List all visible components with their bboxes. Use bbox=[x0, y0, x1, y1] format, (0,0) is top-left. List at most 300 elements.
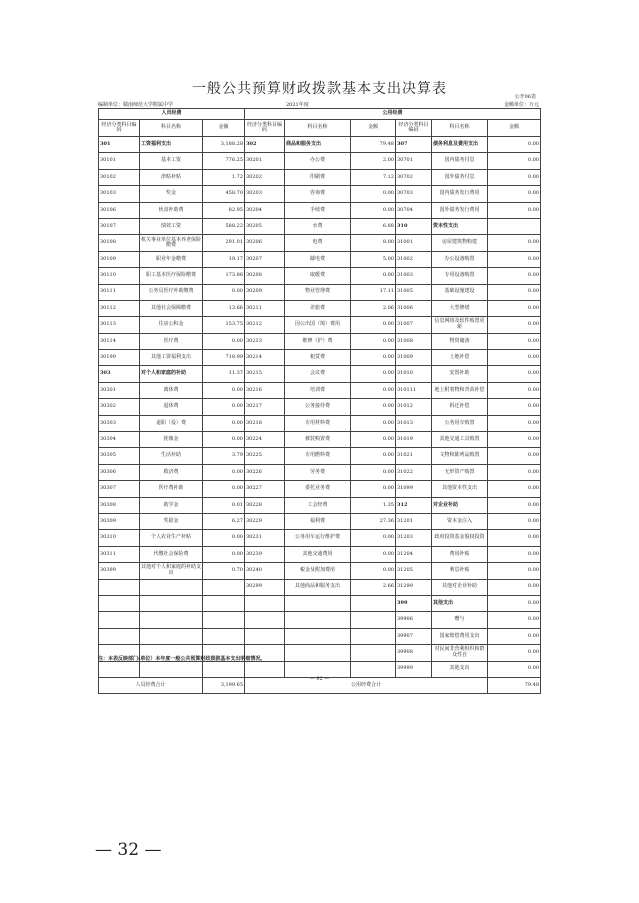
amount-unit: 金额单位：万元 bbox=[503, 102, 539, 108]
amount-cell: 0.00 bbox=[488, 661, 541, 677]
group-header-row bbox=[99, 109, 541, 120]
code-cell: 30240 bbox=[245, 563, 285, 579]
table-row bbox=[99, 202, 541, 218]
table-row bbox=[99, 235, 541, 251]
code-cell: 30227 bbox=[245, 481, 285, 497]
amount-cell: 17.11 bbox=[351, 284, 396, 300]
table-row bbox=[99, 169, 541, 185]
amount-cell bbox=[351, 628, 396, 644]
code-cell: 30217 bbox=[245, 399, 285, 415]
inner-page-number: — 92 — bbox=[309, 676, 330, 682]
amount-cell: 0.00 bbox=[488, 464, 541, 480]
code-cell bbox=[99, 579, 140, 595]
code-cell: 30108 bbox=[99, 235, 140, 251]
code-cell: 31001 bbox=[396, 235, 432, 251]
code-cell bbox=[99, 628, 140, 644]
amount-cell: 8.00 bbox=[351, 235, 396, 251]
name-cell: 拆迁补偿 bbox=[432, 399, 488, 415]
table-row bbox=[99, 595, 541, 611]
name-cell: 办公设备购置 bbox=[432, 251, 488, 267]
amount-cell: 0.00 bbox=[488, 497, 541, 513]
amount-cell: 0.00 bbox=[488, 284, 541, 300]
amount-cell: 0.00 bbox=[203, 382, 245, 398]
name-cell: 专用材料费 bbox=[285, 415, 351, 431]
table-row bbox=[99, 628, 541, 644]
code-header: 经济分类科目编码 bbox=[99, 120, 140, 137]
code-cell: 30229 bbox=[245, 513, 285, 529]
table-row bbox=[99, 432, 541, 448]
amount-cell: 0.00 bbox=[488, 415, 541, 431]
amount-cell: 0.00 bbox=[488, 366, 541, 382]
code-cell: 30101 bbox=[99, 153, 140, 169]
name-cell: 政府投资基金股权投资 bbox=[432, 530, 488, 546]
name-cell: 工资福利支出 bbox=[140, 137, 203, 153]
name-cell bbox=[285, 645, 351, 661]
name-cell bbox=[140, 661, 203, 677]
expenditure-table bbox=[98, 108, 541, 694]
name-cell: 奖励金 bbox=[140, 513, 203, 529]
amount-cell: 0.00 bbox=[488, 399, 541, 415]
amount-cell: 2.00 bbox=[351, 153, 396, 169]
code-cell: 39999 bbox=[396, 661, 432, 677]
amount-cell bbox=[488, 218, 541, 234]
amount-cell: 588.22 bbox=[203, 218, 245, 234]
name-cell: 咨询费 bbox=[285, 186, 351, 202]
code-cell: 30216 bbox=[245, 382, 285, 398]
name-cell: 因公出国（境）费用 bbox=[285, 317, 351, 333]
code-cell: 31006 bbox=[396, 300, 432, 316]
personnel-header: 人员经费 bbox=[99, 109, 245, 120]
amount-cell: 0.00 bbox=[488, 169, 541, 185]
amount-cell: 0.00 bbox=[351, 317, 396, 333]
amount-cell: 0.00 bbox=[203, 481, 245, 497]
amount-cell: 1.72 bbox=[203, 169, 245, 185]
code-cell: 30703 bbox=[396, 186, 432, 202]
code-cell: 30211 bbox=[245, 300, 285, 316]
name-cell: 其他支出 bbox=[432, 661, 488, 677]
code-cell: 30113 bbox=[99, 317, 140, 333]
amount-cell bbox=[351, 612, 396, 628]
name-cell bbox=[285, 661, 351, 677]
code-cell: 30112 bbox=[99, 300, 140, 316]
name-cell: 劳务费 bbox=[285, 464, 351, 480]
code-cell: 31021 bbox=[396, 448, 432, 464]
name-cell: 专用燃料费 bbox=[285, 448, 351, 464]
name-header: 科目名称 bbox=[432, 120, 488, 137]
name-cell bbox=[140, 595, 203, 611]
code-cell: 307 bbox=[396, 137, 432, 153]
amount-header: 金额 bbox=[351, 120, 396, 137]
amount-cell: 0.01 bbox=[203, 497, 245, 513]
amount-cell: 0.00 bbox=[488, 645, 541, 661]
table-row bbox=[99, 513, 541, 529]
name-cell: 对个人和家庭的补助 bbox=[140, 366, 203, 382]
amount-cell: 0.00 bbox=[488, 382, 541, 398]
code-cell bbox=[99, 661, 140, 677]
code-cell: 31003 bbox=[396, 268, 432, 284]
amount-cell: 0.00 bbox=[488, 317, 541, 333]
name-cell: 资本金注入 bbox=[432, 513, 488, 529]
code-cell: 310111 bbox=[396, 382, 432, 398]
table-row bbox=[99, 251, 541, 267]
amount-cell: 0.00 bbox=[488, 235, 541, 251]
code-cell: 30203 bbox=[245, 186, 285, 202]
name-cell: 信息网络及软件购置更新 bbox=[432, 317, 488, 333]
name-cell: 代缴社会保险费 bbox=[140, 546, 203, 562]
code-cell: 30106 bbox=[99, 202, 140, 218]
code-cell: 30228 bbox=[245, 497, 285, 513]
code-cell: 31009 bbox=[396, 350, 432, 366]
code-cell: 30299 bbox=[245, 579, 285, 595]
table-row bbox=[99, 530, 541, 546]
name-cell: 基本工资 bbox=[140, 153, 203, 169]
code-cell: 30205 bbox=[245, 218, 285, 234]
code-cell: 30215 bbox=[245, 366, 285, 382]
amount-cell bbox=[351, 645, 396, 661]
amount-cell: 0.00 bbox=[351, 563, 396, 579]
name-cell: 邮电费 bbox=[285, 251, 351, 267]
name-cell: 其他对企业补助 bbox=[432, 579, 488, 595]
amount-cell: 153.75 bbox=[203, 317, 245, 333]
name-cell: 税金及附加费用 bbox=[285, 563, 351, 579]
table-row bbox=[99, 448, 541, 464]
fiscal-year: 2021年度 bbox=[286, 102, 309, 108]
code-cell bbox=[245, 595, 285, 611]
code-cell: 39907 bbox=[396, 628, 432, 644]
name-cell: 工会经费 bbox=[285, 497, 351, 513]
name-cell bbox=[285, 612, 351, 628]
table-row bbox=[99, 218, 541, 234]
amount-cell: 11.37 bbox=[203, 366, 245, 382]
amount-cell: 0.00 bbox=[351, 202, 396, 218]
table-row bbox=[99, 153, 541, 169]
code-cell bbox=[99, 612, 140, 628]
table-row bbox=[99, 382, 541, 398]
code-cell: 30111 bbox=[99, 284, 140, 300]
table-row bbox=[99, 612, 541, 628]
amount-cell: 0.00 bbox=[351, 448, 396, 464]
name-cell: 电费 bbox=[285, 235, 351, 251]
name-cell bbox=[285, 628, 351, 644]
code-cell: 30311 bbox=[99, 546, 140, 562]
code-cell: 31010 bbox=[396, 366, 432, 382]
table-row bbox=[99, 481, 541, 497]
code-cell: 31204 bbox=[396, 546, 432, 562]
code-cell: 30704 bbox=[396, 202, 432, 218]
code-cell: 31299 bbox=[396, 579, 432, 595]
name-cell: 奖金 bbox=[140, 186, 203, 202]
name-cell: 公务员医疗补助缴费 bbox=[140, 284, 203, 300]
code-cell: 31201 bbox=[396, 513, 432, 529]
amount-cell: 0.00 bbox=[488, 628, 541, 644]
name-cell: 文物和陈列品购置 bbox=[432, 448, 488, 464]
amount-cell bbox=[203, 579, 245, 595]
name-cell: 公务用车购置 bbox=[432, 415, 488, 431]
amount-cell: 0.00 bbox=[351, 186, 396, 202]
code-cell: 312 bbox=[396, 497, 432, 513]
amount-header: 金额 bbox=[203, 120, 245, 137]
code-cell: 30701 bbox=[396, 153, 432, 169]
code-cell: 30107 bbox=[99, 218, 140, 234]
amount-cell: 0.00 bbox=[488, 579, 541, 595]
code-cell: 310 bbox=[396, 218, 432, 234]
code-cell: 31012 bbox=[396, 399, 432, 415]
name-cell: 医疗费补助 bbox=[140, 481, 203, 497]
table-row bbox=[99, 317, 541, 333]
name-cell: 生活补助 bbox=[140, 448, 203, 464]
amount-cell: 6.88 bbox=[351, 218, 396, 234]
code-cell: 30307 bbox=[99, 481, 140, 497]
name-cell: 其他交通费用 bbox=[285, 546, 351, 562]
code-cell: 30224 bbox=[245, 432, 285, 448]
amount-cell: 0.00 bbox=[488, 530, 541, 546]
amount-cell: 0.00 bbox=[488, 448, 541, 464]
amount-cell: 3.79 bbox=[203, 448, 245, 464]
amount-cell bbox=[203, 628, 245, 644]
name-cell: 大型修缮 bbox=[432, 300, 488, 316]
name-cell: 绩效工资 bbox=[140, 218, 203, 234]
code-cell: 39906 bbox=[396, 612, 432, 628]
name-cell: 离休费 bbox=[140, 382, 203, 398]
name-cell: 公务接待费 bbox=[285, 399, 351, 415]
amount-cell: 6.27 bbox=[203, 513, 245, 529]
name-cell: 安置补助 bbox=[432, 366, 488, 382]
code-cell: 30304 bbox=[99, 432, 140, 448]
name-cell: 其他支出 bbox=[432, 595, 488, 611]
personnel-total-value: 3,199.65 bbox=[203, 677, 245, 693]
amount-cell: 173.86 bbox=[203, 268, 245, 284]
table-note: 注：本表反映部门(单位）本年度一般公共预算财政拨款基本支出明细情况。 bbox=[98, 656, 266, 662]
amount-cell: 0.00 bbox=[203, 284, 245, 300]
amount-cell: 79.48 bbox=[351, 137, 396, 153]
name-cell: 助学金 bbox=[140, 497, 203, 513]
table-row bbox=[99, 333, 541, 349]
code-cell: 30302 bbox=[99, 399, 140, 415]
public-total-value: 79.48 bbox=[488, 677, 541, 693]
name-cell: 房屋建筑物购建 bbox=[432, 235, 488, 251]
code-cell: 30305 bbox=[99, 448, 140, 464]
amount-cell: 0.00 bbox=[488, 137, 541, 153]
name-cell: 债务利息及费用支出 bbox=[432, 137, 488, 153]
amount-cell: 0.00 bbox=[203, 530, 245, 546]
code-cell: 30310 bbox=[99, 530, 140, 546]
code-cell: 30231 bbox=[245, 530, 285, 546]
page-number: — 32 — bbox=[95, 840, 162, 860]
name-cell: 利息补贴 bbox=[432, 563, 488, 579]
code-cell: 30199 bbox=[99, 350, 140, 366]
code-cell bbox=[245, 661, 285, 677]
name-cell: 资本性支出 bbox=[432, 218, 488, 234]
amount-cell: 0.00 bbox=[488, 153, 541, 169]
amount-cell: 0.00 bbox=[203, 432, 245, 448]
amount-cell: 0.00 bbox=[351, 366, 396, 382]
name-cell: 取暖费 bbox=[285, 268, 351, 284]
amount-cell: 0.00 bbox=[203, 399, 245, 415]
amount-cell: 2.66 bbox=[351, 579, 396, 595]
name-cell: 国内债务付息 bbox=[432, 153, 488, 169]
code-cell: 30109 bbox=[99, 251, 140, 267]
name-cell: 国外债务付息 bbox=[432, 169, 488, 185]
name-cell: 专用设备购置 bbox=[432, 268, 488, 284]
amount-cell: 0.00 bbox=[488, 268, 541, 284]
code-cell: 39908 bbox=[396, 645, 432, 661]
table-row bbox=[99, 399, 541, 415]
name-cell: 物资储备 bbox=[432, 333, 488, 349]
amount-cell: 0.00 bbox=[488, 481, 541, 497]
code-cell: 31019 bbox=[396, 432, 432, 448]
amount-cell: 0.00 bbox=[351, 399, 396, 415]
code-header: 经济分类科目编码 bbox=[396, 120, 432, 137]
table-row bbox=[99, 300, 541, 316]
code-cell bbox=[99, 595, 140, 611]
amount-cell: 0.00 bbox=[488, 333, 541, 349]
name-cell: 对企业补助 bbox=[432, 497, 488, 513]
code-cell: 30213 bbox=[245, 333, 285, 349]
name-cell: 印刷费 bbox=[285, 169, 351, 185]
table-row bbox=[99, 137, 541, 153]
name-cell: 国家赔偿费用支出 bbox=[432, 628, 488, 644]
amount-cell: 0.00 bbox=[488, 432, 541, 448]
name-cell: 退职（役）费 bbox=[140, 415, 203, 431]
personnel-total-label: 人员经费合计 bbox=[99, 677, 203, 693]
name-cell: 委托业务费 bbox=[285, 481, 351, 497]
amount-cell bbox=[203, 612, 245, 628]
code-cell: 31022 bbox=[396, 464, 432, 480]
amount-cell: 0.00 bbox=[203, 415, 245, 431]
code-cell: 30110 bbox=[99, 268, 140, 284]
amount-cell: 0.00 bbox=[351, 350, 396, 366]
form-number: 公开06表 bbox=[514, 94, 536, 100]
code-cell: 31203 bbox=[396, 530, 432, 546]
name-cell: 个人农业生产补贴 bbox=[140, 530, 203, 546]
name-cell: 其他商品和服务支出 bbox=[285, 579, 351, 595]
name-cell: 职工基本医疗保险缴费 bbox=[140, 268, 203, 284]
name-cell bbox=[140, 612, 203, 628]
code-cell: 30212 bbox=[245, 317, 285, 333]
amount-cell: 2.06 bbox=[351, 300, 396, 316]
name-cell: 租赁费 bbox=[285, 350, 351, 366]
code-cell: 30103 bbox=[99, 186, 140, 202]
code-cell: 30303 bbox=[99, 415, 140, 431]
code-cell: 31205 bbox=[396, 563, 432, 579]
name-cell: 地上附着物和青苗补偿 bbox=[432, 382, 488, 398]
code-cell: 30306 bbox=[99, 464, 140, 480]
amount-cell: 0.00 bbox=[203, 546, 245, 562]
amount-cell: 0.00 bbox=[488, 563, 541, 579]
name-cell: 津贴补贴 bbox=[140, 169, 203, 185]
amount-cell: 0.70 bbox=[203, 563, 245, 579]
amount-cell: 0.00 bbox=[488, 513, 541, 529]
name-cell: 其他对个人和家庭的补助支出 bbox=[140, 563, 203, 579]
table-row bbox=[99, 546, 541, 562]
amount-cell: 19.17 bbox=[203, 251, 245, 267]
code-cell bbox=[245, 628, 285, 644]
amount-cell: 82.95 bbox=[203, 202, 245, 218]
name-cell: 其他工资福利支出 bbox=[140, 350, 203, 366]
name-cell: 会议费 bbox=[285, 366, 351, 382]
name-cell: 福利费 bbox=[285, 513, 351, 529]
code-cell: 30226 bbox=[245, 464, 285, 480]
amount-cell: 13.66 bbox=[203, 300, 245, 316]
name-cell: 费用补贴 bbox=[432, 546, 488, 562]
compiling-unit: 编制单位：赣南师范大学附属中学 bbox=[98, 102, 174, 108]
amount-cell bbox=[351, 595, 396, 611]
amount-cell bbox=[203, 595, 245, 611]
name-cell: 被装购置费 bbox=[285, 432, 351, 448]
amount-cell: 3,188.28 bbox=[203, 137, 245, 153]
code-cell: 30207 bbox=[245, 251, 285, 267]
amount-cell: 7.12 bbox=[351, 169, 396, 185]
name-cell: 抚恤金 bbox=[140, 432, 203, 448]
code-cell: 30309 bbox=[99, 513, 140, 529]
amount-cell: 0.00 bbox=[488, 546, 541, 562]
amount-cell: 0.00 bbox=[203, 333, 245, 349]
name-cell: 对民间非营利组织和群众性自 bbox=[432, 645, 488, 661]
public-total-label: 公用经费合计 bbox=[245, 677, 488, 693]
table-row bbox=[99, 563, 541, 579]
amount-cell: 0.00 bbox=[488, 202, 541, 218]
amount-cell: 1.35 bbox=[351, 497, 396, 513]
name-cell bbox=[140, 579, 203, 595]
code-cell: 301 bbox=[99, 137, 140, 153]
amount-cell: 0.00 bbox=[351, 464, 396, 480]
name-cell: 职业年金缴费 bbox=[140, 251, 203, 267]
amount-cell: 0.00 bbox=[351, 333, 396, 349]
code-header: 经济分类科目编码 bbox=[245, 120, 285, 137]
code-cell: 30702 bbox=[396, 169, 432, 185]
name-cell: 无形资产购置 bbox=[432, 464, 488, 480]
code-cell: 31007 bbox=[396, 317, 432, 333]
name-cell: 维修（护）费 bbox=[285, 333, 351, 349]
name-header: 科目名称 bbox=[285, 120, 351, 137]
table-row bbox=[99, 415, 541, 431]
amount-cell: 0.00 bbox=[488, 300, 541, 316]
code-cell: 30225 bbox=[245, 448, 285, 464]
name-cell: 土地补偿 bbox=[432, 350, 488, 366]
code-cell: 30214 bbox=[245, 350, 285, 366]
code-cell: 30202 bbox=[245, 169, 285, 185]
amount-cell: 0.00 bbox=[488, 595, 541, 611]
name-cell: 物业管理费 bbox=[285, 284, 351, 300]
name-cell: 伙食补助费 bbox=[140, 202, 203, 218]
name-cell: 差旅费 bbox=[285, 300, 351, 316]
amount-cell: 0.00 bbox=[351, 268, 396, 284]
name-cell: 其他社会保障缴费 bbox=[140, 300, 203, 316]
code-cell: 302 bbox=[245, 137, 285, 153]
amount-header: 金额 bbox=[488, 120, 541, 137]
code-cell: 30208 bbox=[245, 268, 285, 284]
name-cell: 公务用车运行维护费 bbox=[285, 530, 351, 546]
code-cell: 31008 bbox=[396, 333, 432, 349]
name-cell bbox=[285, 595, 351, 611]
amount-cell: 0.00 bbox=[351, 481, 396, 497]
amount-cell: 0.00 bbox=[488, 350, 541, 366]
amount-cell bbox=[351, 661, 396, 677]
amount-cell bbox=[203, 661, 245, 677]
amount-cell: 0.00 bbox=[203, 464, 245, 480]
code-cell: 31002 bbox=[396, 251, 432, 267]
table-row bbox=[99, 464, 541, 480]
table-row bbox=[99, 350, 541, 366]
amount-cell: 0.00 bbox=[351, 432, 396, 448]
column-header-row bbox=[99, 120, 541, 137]
amount-cell: 291.01 bbox=[203, 235, 245, 251]
amount-cell: 5.00 bbox=[351, 251, 396, 267]
code-cell: 31013 bbox=[396, 415, 432, 431]
amount-cell: 0.00 bbox=[351, 530, 396, 546]
name-cell: 商品和服务支出 bbox=[285, 137, 351, 153]
code-cell: 30301 bbox=[99, 382, 140, 398]
